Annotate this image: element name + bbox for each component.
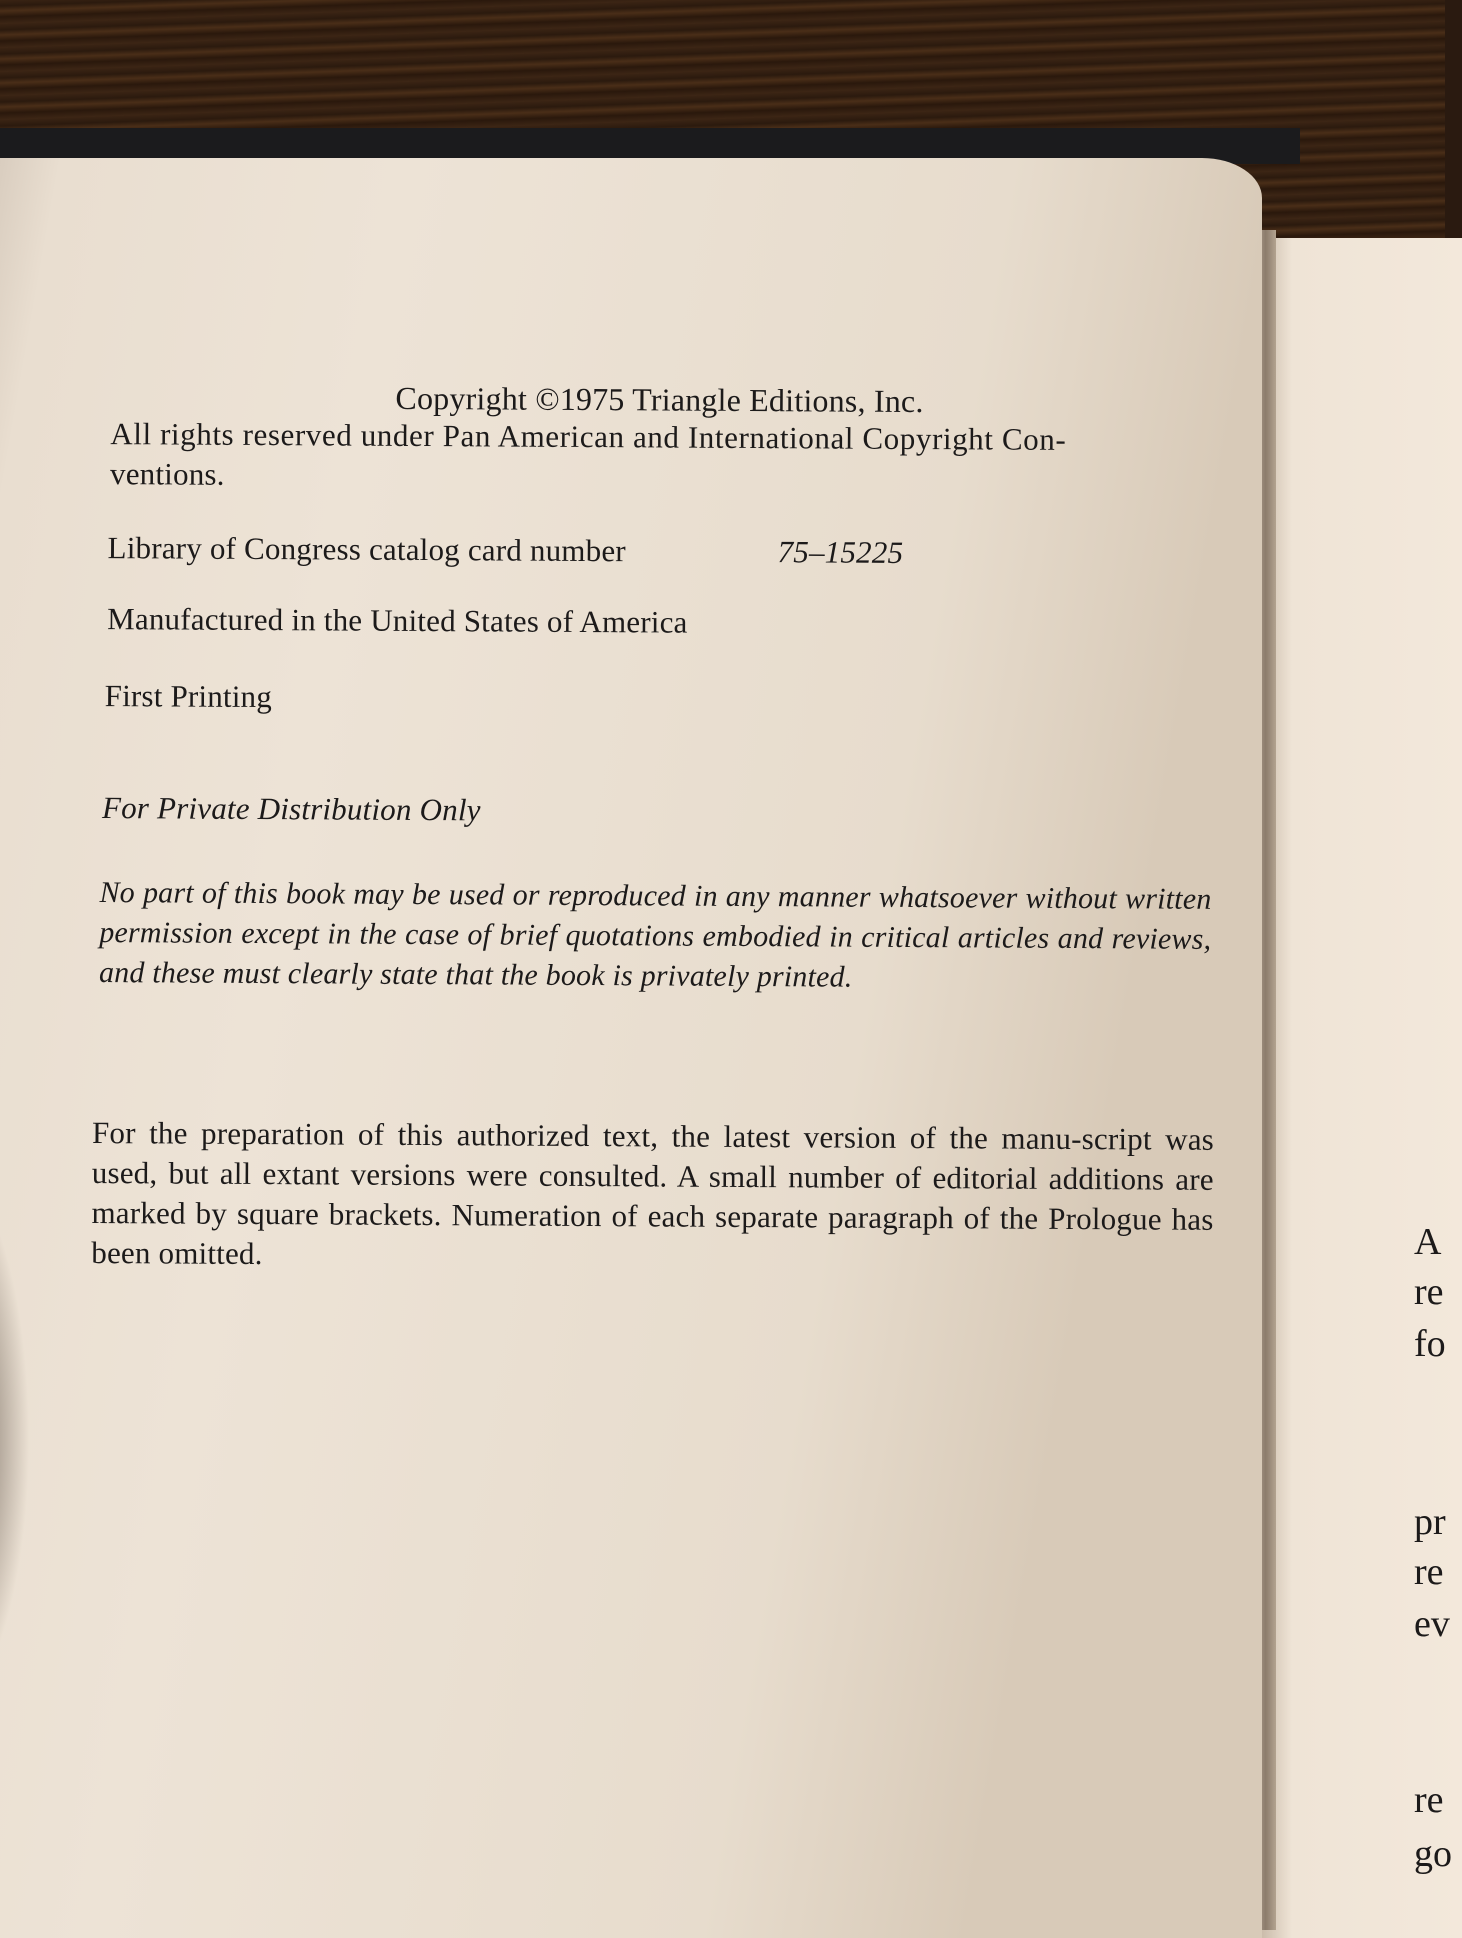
copyright-line: Copyright ©1975 Triangle Editions, Inc. xyxy=(395,379,924,420)
copyright-text-block xyxy=(91,158,1226,1272)
right-page-fragment: ev xyxy=(1414,1603,1450,1645)
catalog-row xyxy=(108,530,1108,572)
printing-line: First Printing xyxy=(104,678,273,715)
right-page-fragment: re xyxy=(1414,1551,1444,1593)
right-page-fragment: re xyxy=(1414,1271,1444,1313)
right-page-fragment: pr xyxy=(1414,1501,1446,1543)
rights-line-2: ventions. xyxy=(109,456,225,492)
distribution-line: For Private Distribution Only xyxy=(101,790,481,828)
right-page-fragment: A xyxy=(1414,1221,1442,1263)
rights-line-1: All rights reserved under Pan American and International Copyright Con- xyxy=(110,416,1067,457)
catalog-number: 75–15225 xyxy=(777,534,904,570)
right-page-fragment: go xyxy=(1414,1833,1452,1875)
manufactured-line: Manufactured in the United States of America xyxy=(107,601,688,640)
copyright-page xyxy=(0,158,1262,1938)
reproduction-notice: No part of this book may be used or reproduced in any manner whatsoever without written permission except in the case of brief quotations embodied in critical articles and reviews, and these must clearly state that the book is privately printed. xyxy=(98,876,1212,994)
right-page-fragment: fo xyxy=(1414,1323,1446,1365)
editorial-note: For the preparation of this authorized text, the latest version of the manu-script was used, but all extant versions were consulted. A small number of editorial additions are marked by square brackets. Numeration of each separate paragraph of the Prologue has been omitted. xyxy=(91,1114,1215,1272)
right-page xyxy=(1262,238,1462,1938)
catalog-label: Library of Congress catalog card number xyxy=(107,530,626,569)
right-page-fragment: re xyxy=(1414,1779,1444,1821)
